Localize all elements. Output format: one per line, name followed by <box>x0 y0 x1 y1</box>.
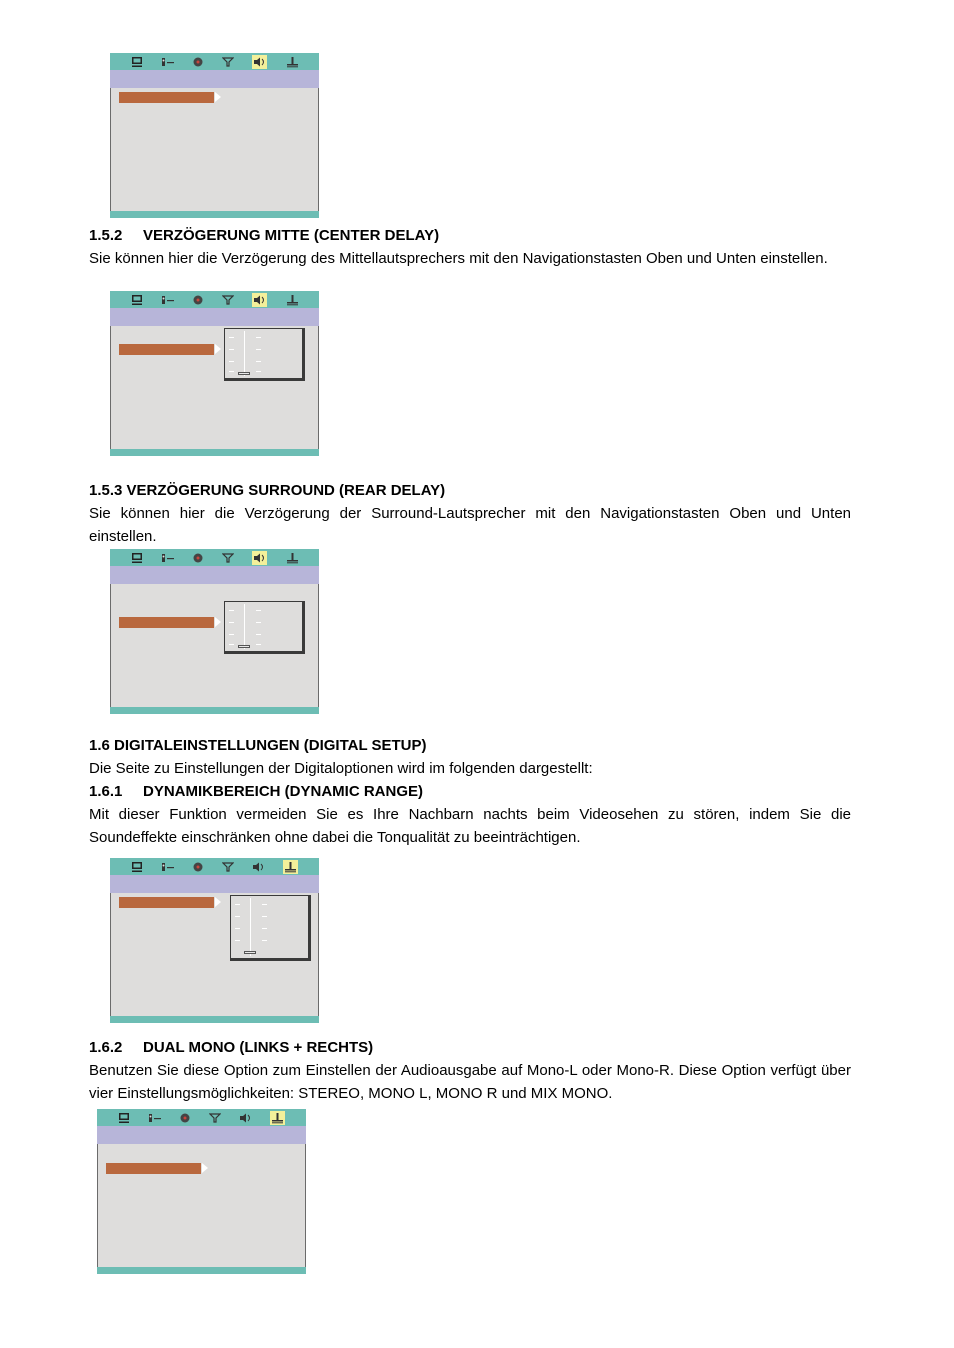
audio-disc-icon[interactable] <box>192 56 204 68</box>
slider-knob[interactable] <box>238 645 250 648</box>
slider-tick <box>256 644 261 645</box>
paragraph-dynamic-range: Mit dieser Funktion vermeiden Sie es Ihre Nachbarn nachts beim Videosehen zu stören, indem Sie die Soundeffekte einschränken ohne dabei die Tonqualität zu beeinträchtigen. <box>89 806 851 846</box>
osd-body <box>110 326 319 449</box>
filter-icon[interactable] <box>222 294 234 306</box>
osd-arrow-icon <box>215 617 221 627</box>
filter-icon[interactable] <box>222 861 234 873</box>
slider-tick <box>256 634 261 635</box>
osd-selected-item[interactable] <box>119 344 214 355</box>
audio-disc-icon[interactable] <box>192 552 204 564</box>
speaker-setup-icon[interactable] <box>161 294 173 306</box>
osd-icon-bar <box>97 1109 306 1126</box>
osd-footer-bar <box>97 1267 306 1274</box>
slider-tick <box>262 916 267 917</box>
paragraph-rear-delay: Sie können hier die Verzögerung der Surround-Lautsprecher mit den Navigationstasten Oben und Unten einstellen. <box>89 505 851 545</box>
speaker-settings-icon[interactable] <box>252 293 267 307</box>
filter-icon[interactable] <box>222 56 234 68</box>
speaker-setup-icon[interactable] <box>148 1112 160 1124</box>
monitor-icon[interactable] <box>131 56 143 68</box>
section-title: DUAL MONO (LINKS + RECHTS) <box>143 1039 374 1056</box>
osd-title-bar <box>110 308 319 326</box>
speaker-setup-icon[interactable] <box>161 552 173 564</box>
osd-title-bar <box>97 1126 306 1144</box>
slider-tick <box>229 622 234 623</box>
slider-tick <box>235 940 240 941</box>
section-number: 1.5.2 <box>89 227 123 244</box>
digital-setup-icon[interactable] <box>286 552 298 564</box>
slider-tick <box>229 361 234 362</box>
osd-title-bar <box>110 70 319 88</box>
osd-selected-item[interactable] <box>119 897 214 908</box>
osd-screen-dual-mono <box>97 1109 306 1275</box>
filter-icon[interactable] <box>222 552 234 564</box>
slider-tick <box>235 916 240 917</box>
osd-arrow-icon <box>215 92 221 102</box>
speaker-setup-icon[interactable] <box>161 861 173 873</box>
osd-arrow-icon <box>202 1163 208 1173</box>
osd-screen-center-delay <box>110 291 319 457</box>
osd-footer-bar <box>110 449 319 456</box>
osd-body <box>97 1144 306 1267</box>
digital-setup-icon[interactable] <box>286 294 298 306</box>
slider-tick <box>229 644 234 645</box>
section-title: DYNAMIKBEREICH (DYNAMIC RANGE) <box>143 783 423 800</box>
slider-tick <box>229 337 234 338</box>
slider-tick <box>262 928 267 929</box>
dynamic-range-slider[interactable] <box>230 895 311 961</box>
heading-digital-setup: 1.6 DIGITALEINSTELLUNGEN (DIGITAL SETUP) <box>89 737 427 754</box>
osd-selected-item[interactable] <box>119 617 214 628</box>
osd-icon-bar <box>110 549 319 566</box>
slider-tick <box>229 371 234 372</box>
audio-disc-icon[interactable] <box>192 294 204 306</box>
osd-screen-rear-delay <box>110 549 319 715</box>
speaker-settings-icon[interactable] <box>252 55 267 69</box>
slider-tick <box>256 622 261 623</box>
filter-icon[interactable] <box>209 1112 221 1124</box>
heading-rear-delay: 1.5.3 VERZÖGERUNG SURROUND (REAR DELAY) <box>89 482 446 499</box>
osd-selected-item[interactable] <box>119 92 214 103</box>
paragraph-center-delay: Sie können hier die Verzögerung des Mittellautsprechers mit den Navigationstasten Oben und Unten einstellen. <box>89 250 828 267</box>
slider-tick <box>256 349 261 350</box>
slider-tick <box>256 371 261 372</box>
slider-knob[interactable] <box>244 951 256 954</box>
speaker-setup-icon[interactable] <box>161 56 173 68</box>
osd-selected-item[interactable] <box>106 1163 201 1174</box>
slider-knob[interactable] <box>238 372 250 375</box>
audio-disc-icon[interactable] <box>179 1112 191 1124</box>
osd-footer-bar <box>110 1016 319 1023</box>
osd-body <box>110 584 319 707</box>
osd-footer-bar <box>110 211 319 218</box>
slider-track <box>244 331 245 376</box>
osd-icon-bar <box>110 858 319 875</box>
slider-tick <box>229 349 234 350</box>
osd-screen-dynamic-range <box>110 858 319 1024</box>
digital-setup-icon[interactable] <box>286 56 298 68</box>
osd-arrow-icon <box>215 897 221 907</box>
delay-slider[interactable] <box>224 601 305 654</box>
audio-disc-icon[interactable] <box>192 861 204 873</box>
osd-body <box>110 893 319 1016</box>
osd-screen-speaker-setup <box>110 53 319 219</box>
speaker-settings-icon[interactable] <box>252 551 267 565</box>
monitor-icon[interactable] <box>131 861 143 873</box>
heading-dual-mono <box>89 1039 373 1057</box>
monitor-icon[interactable] <box>118 1112 130 1124</box>
osd-footer-bar <box>110 707 319 714</box>
speaker-settings-icon[interactable] <box>252 861 264 873</box>
heading-center-delay <box>89 227 439 245</box>
section-number: 1.6.1 <box>89 783 123 800</box>
slider-tick <box>256 361 261 362</box>
osd-icon-bar <box>110 53 319 70</box>
osd-icon-bar <box>110 291 319 308</box>
monitor-icon[interactable] <box>131 552 143 564</box>
slider-tick <box>229 634 234 635</box>
osd-title-bar <box>110 875 319 893</box>
slider-tick <box>229 610 234 611</box>
section-title: VERZÖGERUNG MITTE (CENTER DELAY) <box>143 227 440 244</box>
slider-tick <box>256 610 261 611</box>
slider-tick <box>235 928 240 929</box>
osd-arrow-icon <box>215 344 221 354</box>
paragraph-dual-mono: Benutzen Sie diese Option zum Einstellen der Audioausgabe auf Mono-L oder Mono-R. Diese Option verfügt über vier Einstellungsmöglichkeiten: STEREO, MONO L, MONO R und MIX MONO. <box>89 1062 851 1102</box>
section-number: 1.6.2 <box>89 1039 123 1056</box>
speaker-settings-icon[interactable] <box>239 1112 251 1124</box>
delay-slider[interactable] <box>224 328 305 381</box>
slider-tick <box>262 904 267 905</box>
paragraph-digital-setup: Die Seite zu Einstellungen der Digitaloptionen wird im folgenden dargestellt: <box>89 760 593 777</box>
slider-tick <box>256 337 261 338</box>
slider-tick <box>262 940 267 941</box>
osd-body <box>110 88 319 211</box>
osd-title-bar <box>110 566 319 584</box>
slider-track <box>244 604 245 649</box>
digital-setup-icon[interactable] <box>270 1111 285 1125</box>
digital-setup-icon[interactable] <box>283 860 298 874</box>
slider-tick <box>235 904 240 905</box>
slider-track <box>250 898 251 956</box>
monitor-icon[interactable] <box>131 294 143 306</box>
heading-dynamic-range <box>89 783 423 801</box>
